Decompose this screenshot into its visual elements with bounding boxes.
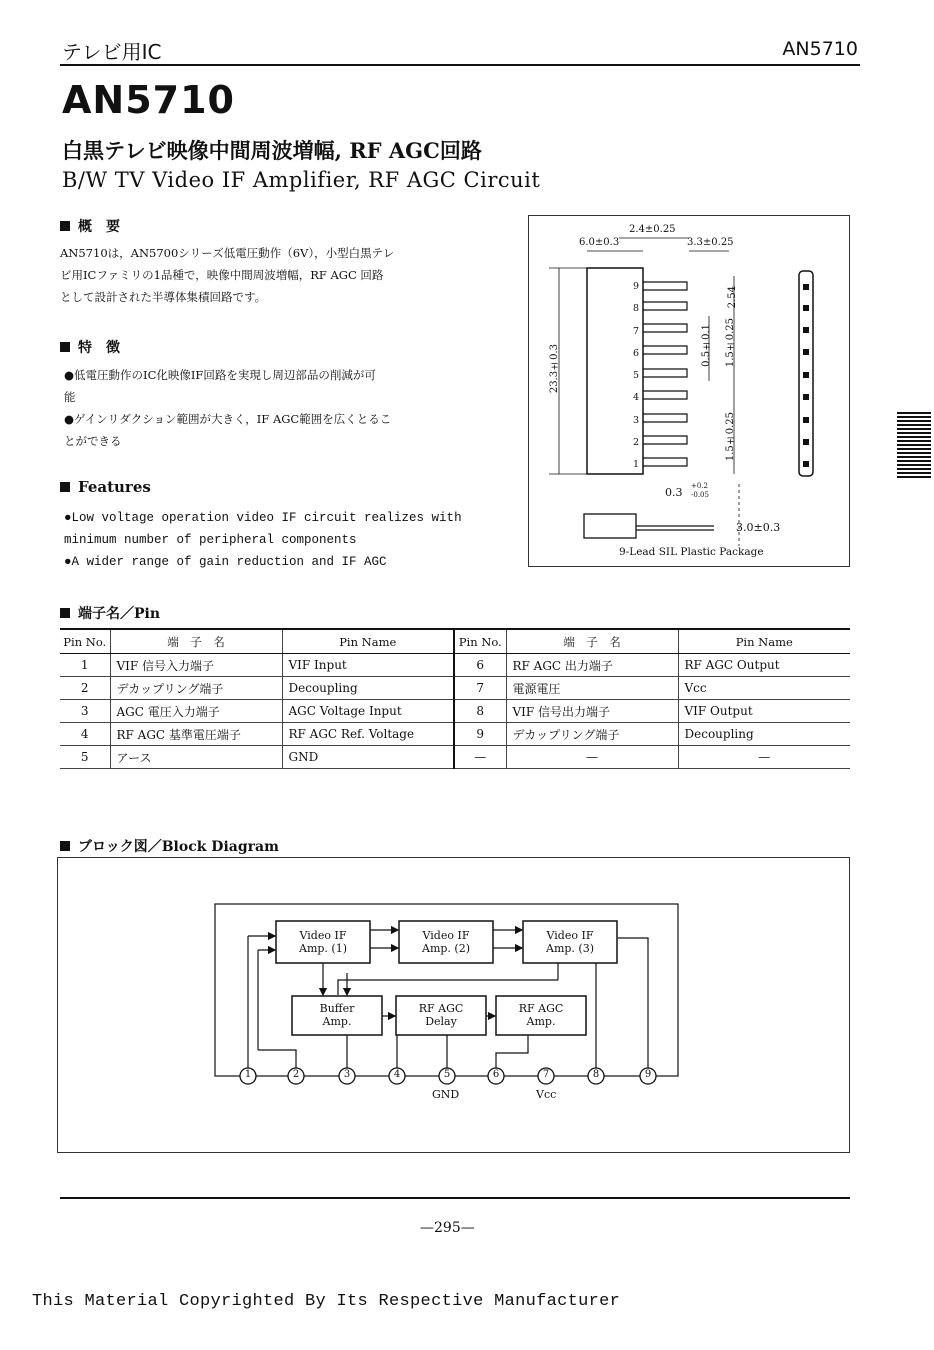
table-cell: GND: [282, 746, 454, 769]
table-cell: 6: [454, 654, 506, 677]
pin-number: 7: [633, 325, 640, 337]
dim-label: 0.3: [665, 486, 683, 499]
block-label: RF AGC: [418, 1002, 464, 1015]
table-row: [60, 677, 850, 700]
dim-label: 6.0±0.3: [579, 237, 620, 248]
col-header: Pin Name: [282, 629, 454, 654]
dim-label: -0.05: [691, 491, 709, 499]
dim-label: 1.5±0.25: [725, 318, 736, 368]
table-cell: 4: [60, 723, 110, 746]
overview-heading: [60, 216, 120, 236]
table-cell: VIF 信号出力端子: [506, 700, 678, 723]
block-label: Amp.: [526, 1015, 556, 1028]
block-label: Delay: [425, 1015, 457, 1028]
table-header-row: [60, 629, 850, 654]
block-label: Video IF: [299, 929, 347, 942]
package-pin-numbers: [633, 276, 639, 477]
pin-number: 8: [633, 303, 640, 315]
page-title: AN5710: [62, 78, 235, 122]
pin-table: [60, 628, 850, 769]
list-item: minimum number of peripheral components: [64, 533, 357, 547]
block-label: Amp.: [322, 1015, 352, 1028]
dim-label: 2.54: [727, 286, 738, 309]
table-cell: VIF Output: [678, 700, 850, 723]
features-en-heading-text: Features: [78, 478, 151, 496]
col-header: 端 子 名: [506, 629, 678, 654]
dim-label: 3.0±0.3: [736, 521, 781, 534]
table-cell: アース: [110, 746, 282, 769]
table-cell: 9: [454, 723, 506, 746]
table-cell: Decoupling: [282, 677, 454, 700]
list-item: ●A wider range of gain reduction and IF AGC: [64, 555, 387, 569]
list-item: 能: [64, 390, 76, 404]
package-outline: [529, 216, 849, 566]
table-cell: 3: [60, 700, 110, 723]
block-rf-agc-delay: [396, 1002, 486, 1028]
dim-label: 0.5±0.1: [701, 324, 712, 367]
pin-number: 9: [633, 281, 640, 292]
col-header: Pin No.: [60, 629, 110, 654]
block-label: Amp. (1): [299, 942, 347, 955]
table-cell: RF AGC Ref. Voltage: [282, 723, 454, 746]
table-cell: RF AGC 基準電圧端子: [110, 723, 282, 746]
footer-rule: [60, 1197, 850, 1199]
section-square-icon: [60, 482, 70, 492]
dim-label: 1.5±0.25: [725, 412, 736, 462]
table-cell: VIF Input: [282, 654, 454, 677]
dim-label: 23.3±0.3: [549, 344, 560, 394]
overview-paragraph: [60, 242, 500, 308]
subtitle-en: B/W TV Video IF Amplifier, RF AGC Circuit: [62, 168, 541, 192]
pin-label: 5: [443, 1069, 451, 1080]
block-heading: [60, 836, 279, 856]
pin-label: 4: [393, 1069, 401, 1080]
table-row: [60, 723, 850, 746]
table-cell: 5: [60, 746, 110, 769]
block-video-if-amp-1: [276, 929, 370, 955]
dim-label: 3.3±0.25: [687, 237, 734, 248]
block-buffer-amp: [292, 1002, 382, 1028]
col-header: 端 子 名: [110, 629, 282, 654]
table-cell: —: [454, 746, 506, 769]
pin-number: 5: [633, 370, 640, 382]
block-label: Video IF: [422, 929, 470, 942]
header-rule: [60, 64, 860, 66]
col-header: Pin No.: [454, 629, 506, 654]
pin-number: 6: [633, 347, 640, 359]
table-cell: RF AGC Output: [678, 654, 850, 677]
table-cell: —: [678, 746, 850, 769]
pin-label: 6: [492, 1069, 500, 1080]
table-cell: 電源電圧: [506, 677, 678, 700]
table-cell: AGC Voltage Input: [282, 700, 454, 723]
block-label: Amp. (2): [422, 942, 470, 955]
block-rf-agc-amp: [496, 1002, 586, 1028]
block-label: Amp. (3): [546, 942, 594, 955]
pin-number: 3: [633, 414, 640, 426]
gnd-label: GND: [432, 1088, 460, 1101]
section-square-icon: [60, 841, 70, 851]
list-item: ●Low voltage operation video IF circuit realizes with: [64, 511, 462, 525]
col-header: Pin Name: [678, 629, 850, 654]
section-square-icon: [60, 608, 70, 618]
page-number: —295—: [420, 1220, 475, 1236]
table-cell: RF AGC 出力端子: [506, 654, 678, 677]
features-en-list: [60, 507, 510, 573]
pin-heading: [60, 603, 160, 623]
table-row: [60, 700, 850, 723]
header-category: テレビ用IC: [62, 40, 162, 64]
copyright-notice: This Material Copyrighted By Its Respective Manufacturer: [32, 1292, 621, 1311]
block-diagram: [57, 857, 850, 1153]
list-item: ●低電圧動作のIC化映像IF回路を実現し周辺部品の削減が可: [64, 368, 376, 382]
vcc-label: Vcc: [536, 1088, 557, 1101]
table-cell: —: [506, 746, 678, 769]
block-video-if-amp-3: [523, 929, 617, 955]
package-caption: 9-Lead SIL Plastic Package: [619, 546, 764, 558]
pin-label: 8: [592, 1069, 600, 1080]
block-heading-text: ブロック図／Block Diagram: [78, 839, 279, 855]
dim-label: +0.2: [691, 482, 708, 490]
side-index-tab: [897, 412, 931, 480]
table-cell: Vcc: [678, 677, 850, 700]
table-cell: 1: [60, 654, 110, 677]
table-cell: 7: [454, 677, 506, 700]
features-jp-heading-text: 特 徴: [78, 340, 120, 356]
block-label: Video IF: [546, 929, 594, 942]
pin-label: 1: [244, 1069, 252, 1080]
pin-label: 3: [343, 1069, 351, 1080]
header-part-number: AN5710: [782, 38, 858, 60]
pin-label: 9: [644, 1069, 652, 1080]
table-cell: 2: [60, 677, 110, 700]
table-cell: 8: [454, 700, 506, 723]
list-item: ●ゲインリダクション範囲が大きく，IF AGC範囲を広くとるこ: [64, 412, 392, 426]
overview-line: として設計された半導体集積回路です。: [60, 290, 267, 304]
table-row: [60, 746, 850, 769]
overview-heading-text: 概 要: [78, 219, 120, 235]
dim-label: 2.4±0.25: [629, 224, 676, 235]
features-jp-list: [60, 364, 500, 452]
pin-label: 7: [542, 1069, 550, 1080]
table-cell: デカップリング端子: [506, 723, 678, 746]
table-cell: AGC 電圧入力端子: [110, 700, 282, 723]
overview-line: AN5710は，AN5700シリーズ低電圧動作（6V），小型白黒テレ: [60, 246, 395, 260]
features-jp-heading: [60, 337, 120, 357]
table-row: [60, 654, 850, 677]
pin-number: 4: [633, 392, 640, 404]
package-drawing: [528, 215, 850, 567]
block-label: RF AGC: [518, 1002, 564, 1015]
block-video-if-amp-2: [399, 929, 493, 955]
list-item: とができる: [64, 434, 122, 448]
pin-number: 2: [633, 437, 640, 449]
overview-line: ビ用ICファミリの1品種で，映像中間周波増幅，RF AGC 回路: [60, 268, 384, 282]
section-square-icon: [60, 221, 70, 231]
subtitle-jp: 白黒テレビ映像中間周波増幅, RF AGC回路: [62, 138, 482, 163]
features-en-heading: [60, 478, 151, 496]
pin-heading-text: 端子名／Pin: [78, 606, 161, 622]
pin-label: 2: [292, 1069, 300, 1080]
section-square-icon: [60, 342, 70, 352]
table-cell: Decoupling: [678, 723, 850, 746]
block-label: Buffer: [319, 1002, 355, 1015]
table-cell: デカップリング端子: [110, 677, 282, 700]
table-cell: VIF 信号入力端子: [110, 654, 282, 677]
pin-number: 1: [633, 459, 640, 471]
